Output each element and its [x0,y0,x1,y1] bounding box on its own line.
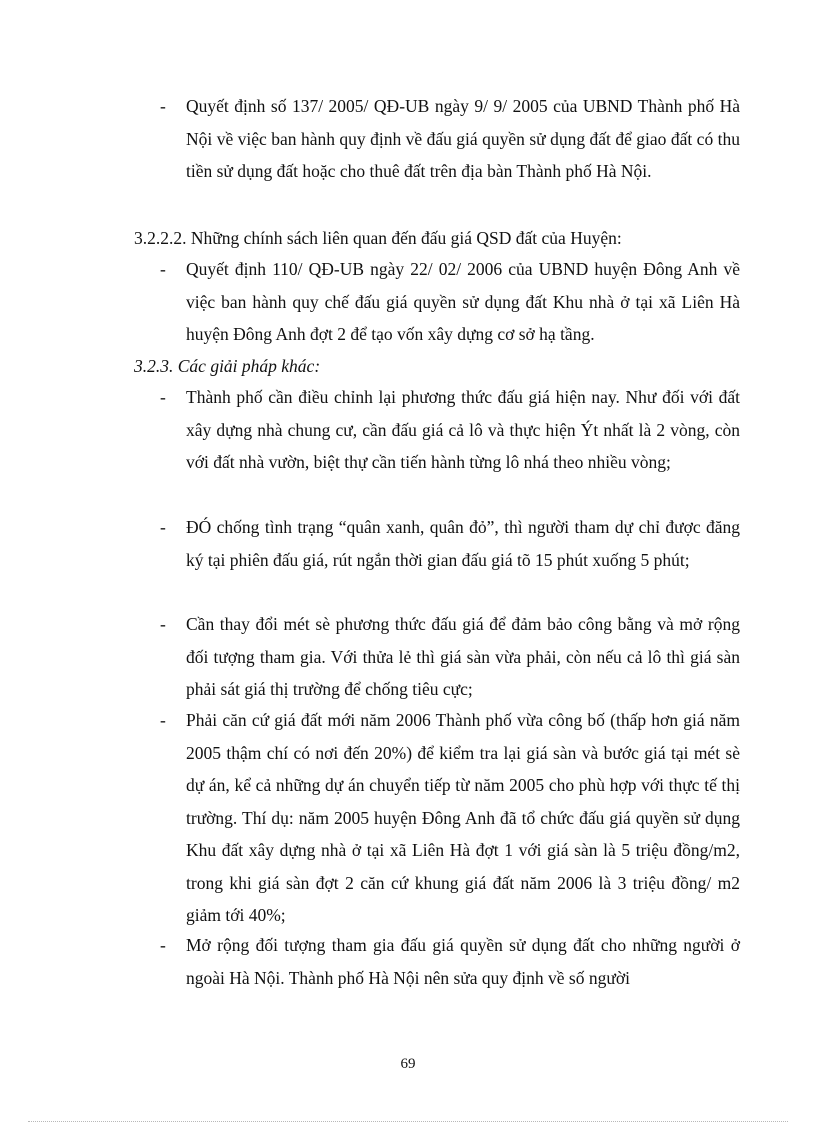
bullet-item-adjust-method [160,381,740,479]
bullet-text: Quyết định số 137/ 2005/ QĐ-UB ngày 9/ 9/ 2005 của UBND Thành phố Hà Nội về việc ban hành quy định về đấu giá quyền sử dụng đất để giao đất có thu tiền sử dụng đất hoặc cho thuê đất trên địa bàn Thành phố Hà Nội. [186,96,740,181]
bullet-dash: - [160,710,166,730]
bullet-item-decision-137 [160,90,740,188]
bullet-dash: - [160,259,166,279]
bullet-text: ĐÓ chống tình trạng “quân xanh, quân đỏ”, thì người tham dự chỉ được đăng ký tại phiên đấu giá, rút ngắn thời gian đấu giá tõ 15 phút xuống 5 phút; [186,517,740,570]
bullet-dash: - [160,935,166,955]
bullet-text: Mở rộng đối tượng tham gia đấu giá quyền sử dụng đất cho những người ở ngoài Hà Nội. Thành phố Hà Nội nên sửa quy định về số người [186,935,740,988]
bullet-text: Quyết định 110/ QĐ-UB ngày 22/ 02/ 2006 của UBND huyện Đông Anh về việc ban hành quy chế đấu giá quyền sử dụng đất Khu nhà ở tại xã Liên Hà huyện Đông Anh đợt 2 để tạo vốn xây dựng cơ sở hạ tầng. [186,259,740,344]
bullet-text: Cần thay đổi mét sè phương thức đấu giá để đảm bảo công bằng và mở rộng đối tượng tham gia. Với thửa lẻ thì giá sàn vừa phải, còn nếu cả lô thì giá sàn phải sát giá thị trường để chống tiêu cực; [186,614,740,699]
bullet-item-expand-participants [160,929,740,994]
section-heading-3-2-2-2: 3.2.2.2. Những chính sách liên quan đến đấu giá QSD đất của Huyện: [134,228,622,248]
bullet-dash: - [160,96,166,116]
bullet-item-prevent-collusion [160,511,740,576]
page-number: 69 [400,1056,416,1072]
bullet-item-decision-110 [160,253,740,351]
bullet-dash: - [160,614,166,634]
bullet-item-fairness [160,608,740,706]
bullet-text: Phải căn cứ giá đất mới năm 2006 Thành phố vừa công bố (thấp hơn giá năm 2005 thậm chí có nơi đến 20%) để kiểm tra lại giá sàn và bước giá tại mét sè dự án, kể cả những dự án chuyển tiếp từ năm 2005 cho phù hợp với thực tế thị trường. Thí dụ: năm 2005 huyện Đông Anh đã tổ chức đấu giá quyền sử dụng Khu đất xây dựng nhà ở tại xã Liên Hà đợt 1 với giá sàn là 5 triệu đồng/m2, trong khi giá sàn đợt 2 căn cứ khung giá đất năm 2006 là 3 triệu đồng/ m2 giảm tới 40%; [186,710,740,925]
bullet-item-land-price-2006 [160,704,740,932]
footer-divider [28,1121,788,1122]
section-heading-3-2-3: 3.2.3. Các giải pháp khác: [134,356,321,376]
bullet-text: Thành phố cần điều chỉnh lại phương thức đấu giá hiện nay. Như đối với đất xây dựng nhà chung cư, cần đấu giá cả lô và thực hiện Ýt nhất là 2 vòng, còn với đất nhà vườn, biệt thự cần tiến hành từng lô nhá theo nhiều vòng; [186,387,740,472]
bullet-dash: - [160,517,166,537]
bullet-dash: - [160,387,166,407]
